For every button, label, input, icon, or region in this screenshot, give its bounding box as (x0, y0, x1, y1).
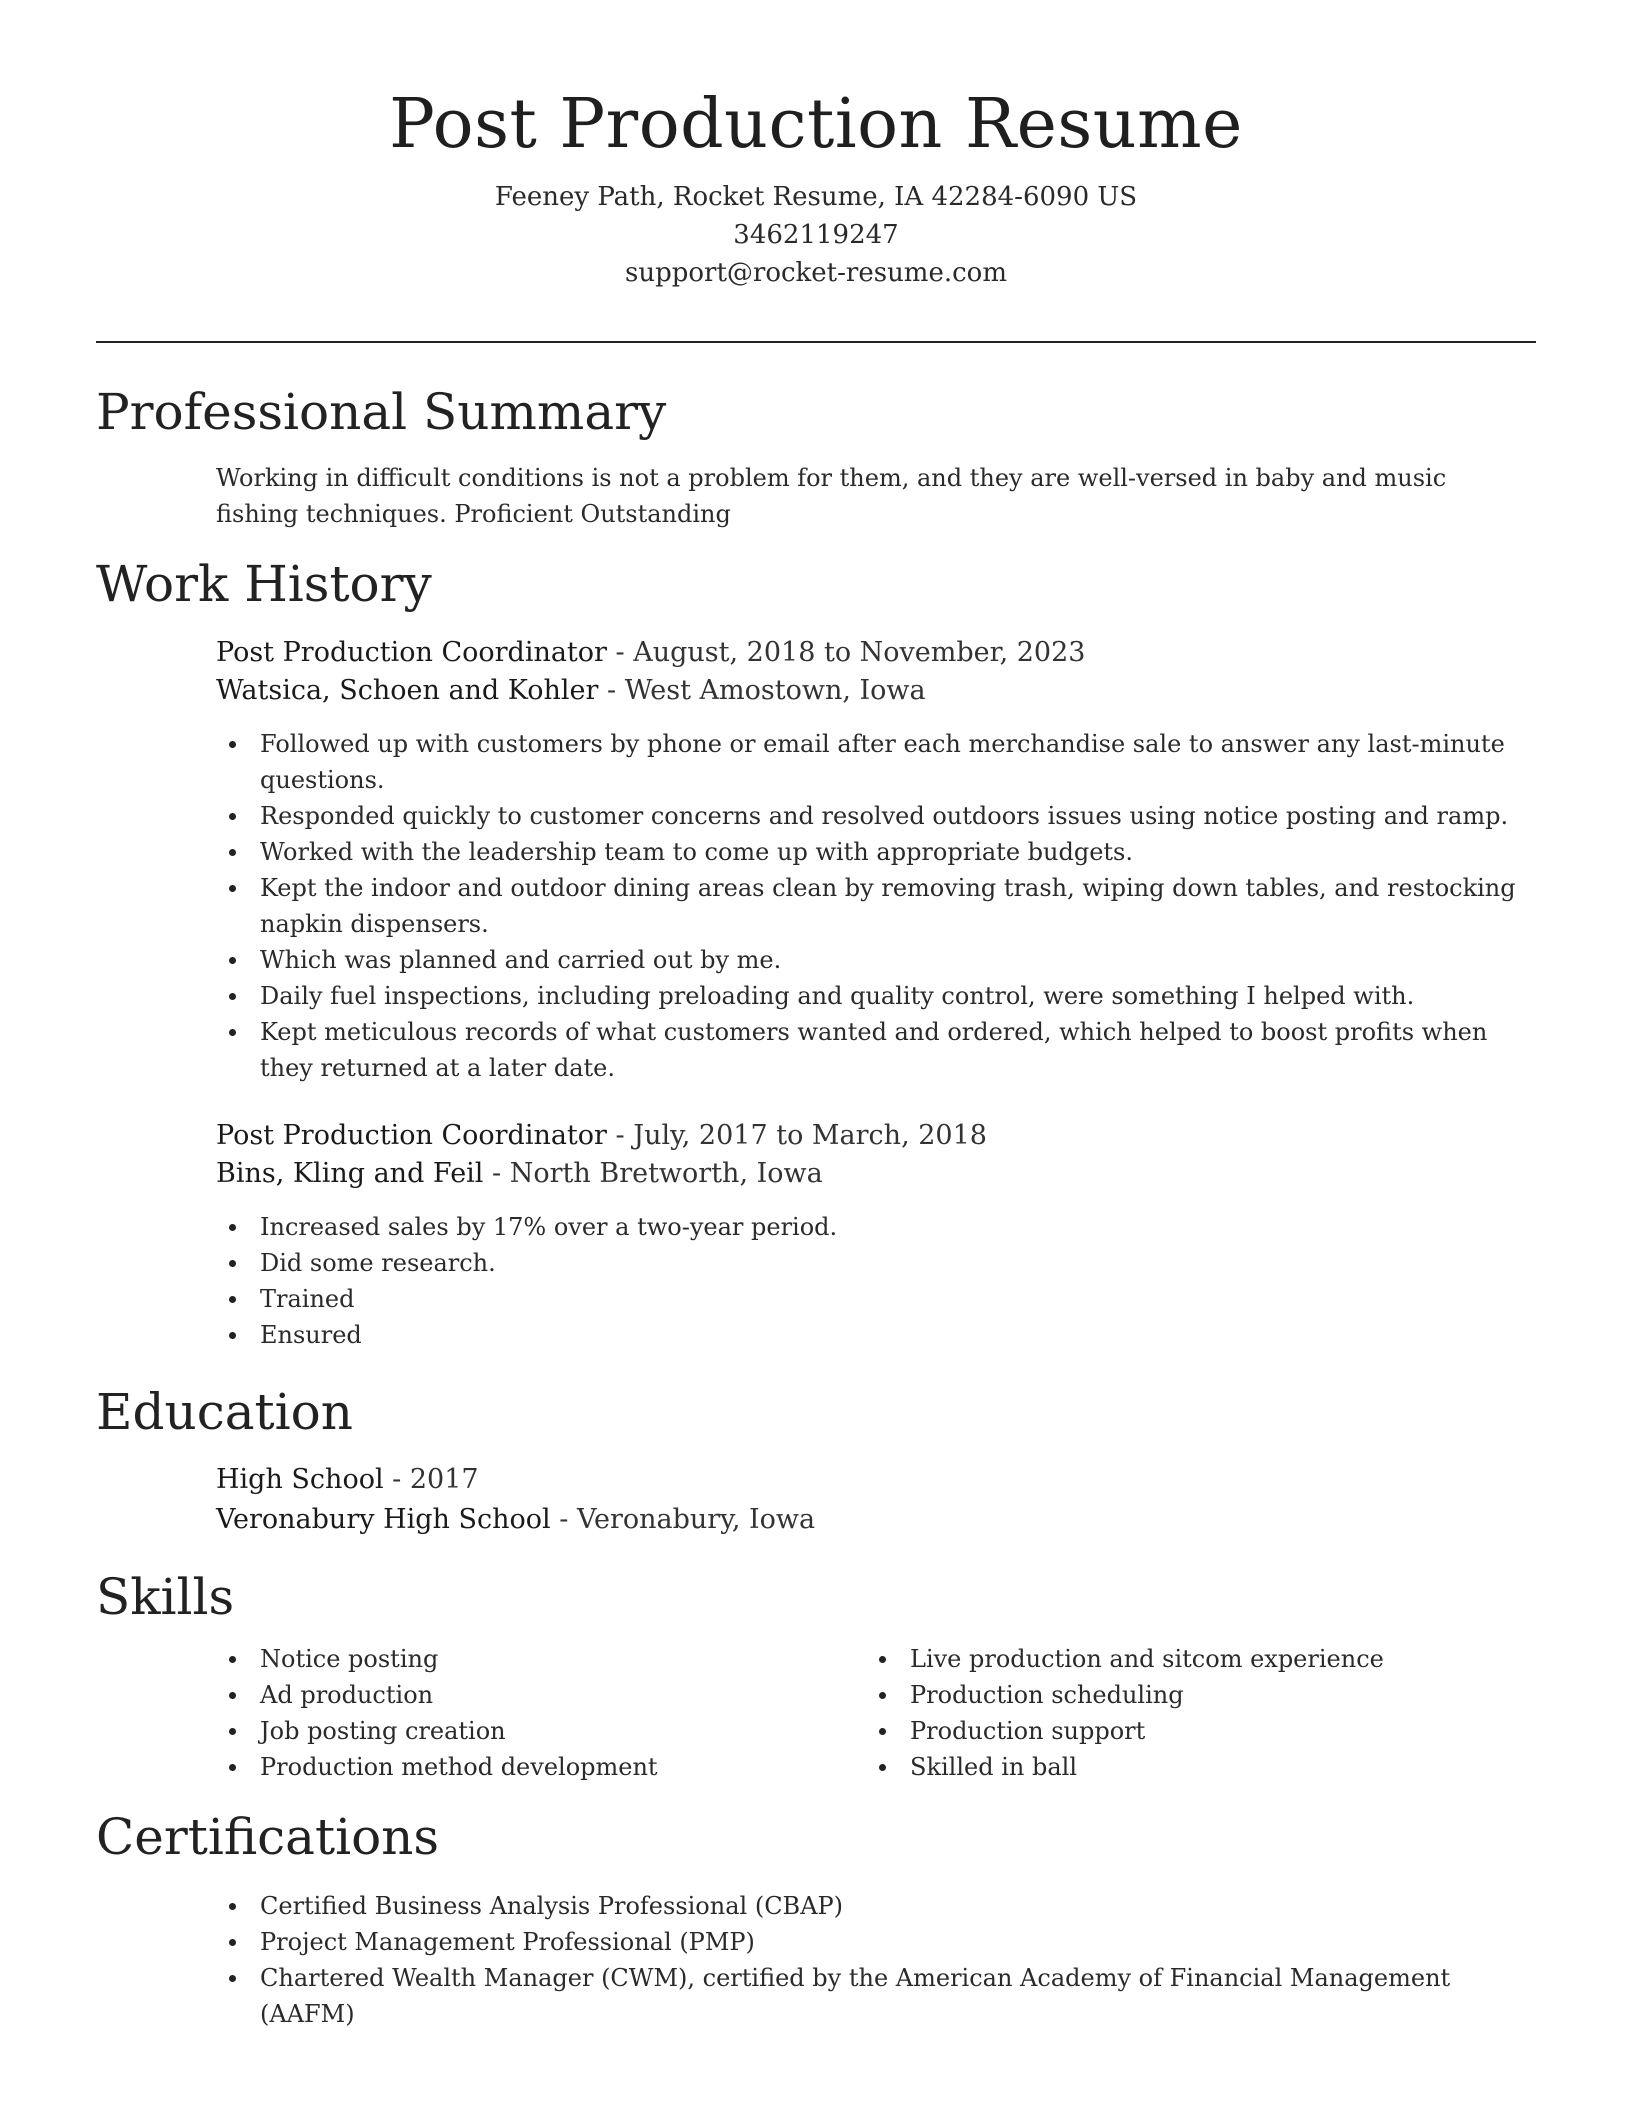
list-item (216, 870, 1536, 942)
education-year: - 2017 (383, 1464, 479, 1495)
bullet-icon (229, 849, 236, 856)
list-item (216, 1245, 1536, 1281)
bullet-icon (879, 1692, 886, 1699)
contact-info (0, 178, 1632, 292)
list-item (866, 1749, 1516, 1785)
job-2-role: Post Production Coordinator (216, 1120, 607, 1151)
certification-text: Project Management Professional (PMP) (260, 1928, 755, 1956)
bullet-icon (229, 1332, 236, 1339)
education-school-line (216, 1501, 1536, 1539)
resume-header (0, 80, 1632, 292)
education-location: - Veronabury, Iowa (550, 1504, 816, 1535)
bullet-icon (229, 1656, 236, 1663)
skills-column-right (866, 1641, 1516, 1785)
bullet-icon (229, 1296, 236, 1303)
list-item (216, 942, 1536, 978)
bullet-icon (229, 1939, 236, 1946)
skill-text: Notice posting (260, 1645, 439, 1673)
bullet-text: Worked with the leadership team to come up with appropriate budgets. (260, 838, 1133, 866)
bullet-text: Kept meticulous records of what customers wanted and ordered, which helped to boost profits when they returned at a later date. (260, 1018, 1488, 1082)
education-school: Veronabury High School (216, 1504, 551, 1535)
contact-address: Feeney Path, Rocket Resume, IA 42284-6090 US (494, 182, 1138, 212)
job-entry-1 (216, 634, 1536, 1086)
bullet-icon (229, 1975, 236, 1982)
list-item (216, 1014, 1536, 1086)
job-entry-2 (216, 1117, 1536, 1353)
bullet-icon (229, 1728, 236, 1735)
bullet-text: Ensured (260, 1321, 362, 1349)
bullet-icon (229, 1692, 236, 1699)
summary-text: Working in difficult conditions is not a problem for them, and they are well-versed in baby and music fishing techniques. Proficient Outstanding (216, 464, 1447, 528)
skill-text: Production scheduling (910, 1681, 1184, 1709)
certifications-entry (216, 1888, 1536, 2032)
bullet-icon (229, 993, 236, 1000)
list-item (216, 798, 1536, 834)
list-item (216, 1677, 866, 1713)
bullet-icon (879, 1656, 886, 1663)
list-item (216, 1960, 1536, 2032)
job-1-role: Post Production Coordinator (216, 637, 607, 668)
skill-text: Job posting creation (260, 1717, 506, 1745)
list-item (216, 834, 1536, 870)
list-item (216, 1749, 866, 1785)
job-1-bullets (216, 726, 1536, 1086)
skill-text: Ad production (260, 1681, 434, 1709)
job-1-location: - West Amostown, Iowa (598, 675, 926, 706)
job-2-company-line (216, 1155, 1536, 1193)
bullet-icon (229, 957, 236, 964)
job-2-location: - North Bretworth, Iowa (483, 1158, 823, 1189)
bullet-text: Kept the indoor and outdoor dining areas clean by removing trash, wiping down tables, and restocking napkin dispensers. (260, 874, 1516, 938)
list-item (866, 1713, 1516, 1749)
list-item (216, 726, 1536, 798)
list-item (216, 1713, 866, 1749)
bullet-icon (229, 1260, 236, 1267)
education-degree-line (216, 1461, 1536, 1499)
candidate-name: Post Production Resume (389, 85, 1243, 164)
bullet-icon (229, 1764, 236, 1771)
bullet-text: Responded quickly to customer concerns and resolved outdoors issues using notice posting and ramp. (260, 802, 1509, 830)
list-item (866, 1677, 1516, 1713)
bullet-icon (879, 1728, 886, 1735)
bullet-text: Did some research. (260, 1249, 496, 1277)
section-title-skills: Skills (96, 1568, 235, 1626)
bullet-icon (879, 1764, 886, 1771)
contact-phone: 3462119247 (733, 220, 899, 250)
section-title-summary: Professional Summary (96, 383, 667, 441)
bullet-icon (229, 885, 236, 892)
header-divider (96, 341, 1536, 343)
list-item (216, 1317, 1536, 1353)
skill-text: Skilled in ball (910, 1753, 1077, 1781)
certification-text: Certified Business Analysis Professional (CBAP) (260, 1892, 844, 1920)
job-2-dates: - July, 2017 to March, 2018 (606, 1120, 987, 1151)
job-2-title-line (216, 1117, 1536, 1155)
list-item (216, 978, 1536, 1014)
education-entry (216, 1461, 1536, 1539)
bullet-icon (229, 741, 236, 748)
certifications-list (216, 1888, 1536, 2032)
list-item (866, 1641, 1516, 1677)
bullet-icon (229, 1903, 236, 1910)
list-item (216, 1888, 1536, 1924)
job-1-dates: - August, 2018 to November, 2023 (606, 637, 1086, 668)
list-item (216, 1641, 866, 1677)
skills-list (216, 1641, 1536, 1785)
bullet-text: Followed up with customers by phone or email after each merchandise sale to answer any last-minute questions. (260, 730, 1505, 794)
job-1-company-line (216, 672, 1536, 710)
section-title-education: Education (96, 1383, 353, 1441)
bullet-icon (229, 813, 236, 820)
bullet-text: Which was planned and carried out by me. (260, 946, 782, 974)
job-2-company: Bins, Kling and Feil (216, 1158, 484, 1189)
skill-text: Live production and sitcom experience (910, 1645, 1384, 1673)
section-title-certifications: Certifications (96, 1808, 440, 1866)
list-item (216, 1281, 1536, 1317)
contact-email: support@rocket-resume.com (624, 258, 1007, 288)
list-item (216, 1924, 1536, 1960)
bullet-text: Trained (260, 1285, 355, 1313)
bullet-text: Increased sales by 17% over a two-year period. (260, 1213, 838, 1241)
job-1-company: Watsica, Schoen and Kohler (216, 675, 599, 706)
bullet-text: Daily fuel inspections, including preloading and quality control, were something I helped with. (260, 982, 1415, 1010)
skills-column-left (216, 1641, 866, 1785)
education-degree: High School (216, 1464, 384, 1495)
bullet-icon (229, 1029, 236, 1036)
section-title-work-history: Work History (96, 555, 432, 613)
job-1-title-line (216, 634, 1536, 672)
certification-text: Chartered Wealth Manager (CWM), certified by the American Academy of Financial Management (AAFM) (260, 1964, 1451, 2028)
job-2-bullets (216, 1209, 1536, 1353)
bullet-icon (229, 1224, 236, 1231)
skill-text: Production method development (260, 1753, 658, 1781)
list-item (216, 1209, 1536, 1245)
skill-text: Production support (910, 1717, 1146, 1745)
